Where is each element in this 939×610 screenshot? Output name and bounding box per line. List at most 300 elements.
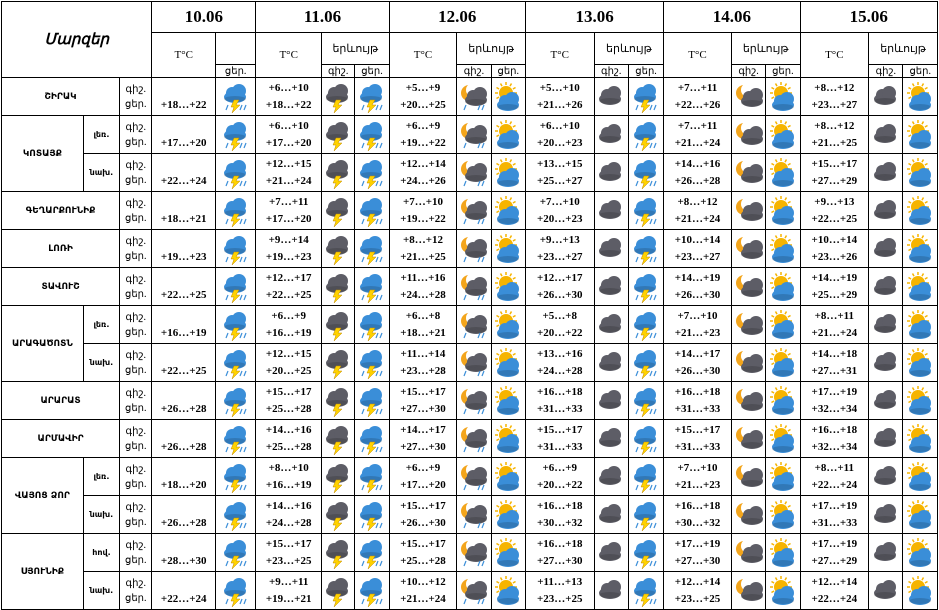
table-row [2, 572, 938, 610]
night-col-header: գիշ. [731, 65, 765, 78]
rain-thunder-cloud-icon [355, 344, 389, 382]
rain-thunder-cloud-icon [216, 78, 256, 116]
weather-col-header: երևույթ [594, 33, 664, 65]
night-thunder-cloud-icon [322, 420, 355, 458]
table-row [2, 116, 938, 154]
night-col-header: գիշ. [869, 65, 903, 78]
night-cloud-icon [594, 458, 628, 496]
night-cloud-icon [869, 154, 903, 192]
temp-col-header: T°C [800, 33, 869, 78]
temperature-cell: +12…+14 +24…+26 [389, 154, 457, 192]
rain-thunder-cloud-icon [216, 420, 256, 458]
temperature-cell: +17…+19 +27…+30 [664, 534, 732, 572]
moon-rain-cloud-icon [457, 420, 491, 458]
temperature-cell: +7…+10 +21…+23 [664, 306, 732, 344]
rain-thunder-cloud-icon [216, 268, 256, 306]
sun-cloud-icon [903, 154, 938, 192]
rain-thunder-cloud-icon [355, 230, 389, 268]
temperature-cell: +6…+10 +20…+23 [525, 116, 594, 154]
temperature-cell: +5…+9 +20…+25 [389, 78, 457, 116]
region-name: ՏԱՎՈՒՇ [2, 268, 120, 306]
temperature-cell: +15…+17 +25…+28 [256, 382, 322, 420]
subregion-label: հով. [83, 534, 119, 572]
rain-thunder-cloud-icon [628, 230, 663, 268]
sun-cloud-icon [766, 534, 800, 572]
rain-thunder-cloud-icon [216, 382, 256, 420]
temperature-cell: +15…+17 +25…+28 [389, 534, 457, 572]
sun-cloud-icon [903, 192, 938, 230]
temperature-cell: +14…+19 +25…+29 [800, 268, 869, 306]
night-thunder-cloud-icon [322, 192, 355, 230]
temp-col-header: T°C [664, 33, 732, 78]
night-thunder-cloud-icon [322, 78, 355, 116]
night-thunder-cloud-icon [322, 572, 355, 610]
date-header: 13.06 [525, 2, 663, 33]
night-cloud-icon [869, 382, 903, 420]
sun-cloud-icon [491, 230, 525, 268]
temperature-cell: +8…+12 +21…+24 [664, 192, 732, 230]
rain-thunder-cloud-icon [355, 306, 389, 344]
rain-thunder-cloud-icon [355, 268, 389, 306]
rain-thunder-cloud-icon [628, 116, 663, 154]
sun-cloud-icon [766, 116, 800, 154]
temperature-cell: +6…+8 +18…+21 [389, 306, 457, 344]
temperature-cell: +9…+11 +19…+21 [256, 572, 322, 610]
night-day-labels: գիշ. ցեր. [120, 572, 152, 610]
moon-cloud-icon [731, 230, 765, 268]
rain-thunder-cloud-icon [628, 420, 663, 458]
temperature-cell: +7…+11 +21…+24 [664, 116, 732, 154]
sun-cloud-icon [903, 572, 938, 610]
rain-thunder-cloud-icon [628, 344, 663, 382]
subregion-label: նախ. [83, 496, 119, 534]
sun-cloud-icon [903, 268, 938, 306]
sun-cloud-icon [903, 496, 938, 534]
moon-cloud-icon [731, 344, 765, 382]
moon-rain-cloud-icon [457, 192, 491, 230]
temperature-cell: +7…+10 +21…+23 [664, 458, 732, 496]
region-name: ՎԱՅՈՑ ՁՈՐ [2, 458, 84, 534]
subregion-label: լեռ. [83, 306, 119, 344]
day-col-header: ցեր. [491, 65, 525, 78]
table-row [2, 192, 938, 230]
temperature-cell: +14…+17 +26…+30 [664, 344, 732, 382]
table-row [2, 78, 938, 116]
night-day-labels: գիշ. ցեր. [120, 268, 152, 306]
temperature-cell: +22…+25 [152, 268, 216, 306]
sun-cloud-icon [903, 230, 938, 268]
temperature-cell: +8…+12 +23…+27 [800, 78, 869, 116]
sun-cloud-icon [903, 306, 938, 344]
temperature-cell: +22…+24 [152, 154, 216, 192]
night-cloud-icon [594, 78, 628, 116]
temperature-cell: +6…+10 +17…+20 [256, 116, 322, 154]
temperature-cell: +22…+25 [152, 344, 216, 382]
temperature-cell: +8…+11 +21…+24 [800, 306, 869, 344]
sun-cloud-icon [491, 268, 525, 306]
sun-cloud-icon [903, 116, 938, 154]
temperature-cell: +7…+11 +22…+26 [664, 78, 732, 116]
temperature-cell: +11…+14 +23…+28 [389, 344, 457, 382]
subregion-label: նախ. [83, 344, 119, 382]
night-cloud-icon [594, 496, 628, 534]
night-cloud-icon [869, 306, 903, 344]
moon-cloud-icon [731, 420, 765, 458]
sun-cloud-icon [903, 458, 938, 496]
moon-cloud-icon [731, 496, 765, 534]
night-thunder-cloud-icon [322, 496, 355, 534]
rain-thunder-cloud-icon [355, 420, 389, 458]
temperature-cell: +15…+17 +23…+25 [256, 534, 322, 572]
temperature-cell: +15…+17 +31…+33 [525, 420, 594, 458]
rain-thunder-cloud-icon [355, 154, 389, 192]
night-day-labels: գիշ. ցեր. [120, 344, 152, 382]
temperature-cell: +18…+20 [152, 458, 216, 496]
temperature-cell: +17…+20 [152, 116, 216, 154]
moon-cloud-icon [731, 192, 765, 230]
region-name: ԿՈՏԱՅՔ [2, 116, 84, 192]
temperature-cell: +14…+16 +26…+28 [664, 154, 732, 192]
rain-thunder-cloud-icon [216, 534, 256, 572]
night-cloud-icon [869, 572, 903, 610]
night-thunder-cloud-icon [322, 116, 355, 154]
rain-thunder-cloud-icon [355, 116, 389, 154]
table-row [2, 268, 938, 306]
table-row [2, 458, 938, 496]
temperature-cell: +17…+19 +32…+34 [800, 382, 869, 420]
night-thunder-cloud-icon [322, 154, 355, 192]
temperature-cell: +13…+15 +25…+27 [525, 154, 594, 192]
night-day-labels: գիշ. ցեր. [120, 192, 152, 230]
weather-col-header: երևույթ [322, 33, 390, 65]
moon-cloud-icon [731, 382, 765, 420]
moon-rain-cloud-icon [457, 382, 491, 420]
night-thunder-cloud-icon [322, 534, 355, 572]
temperature-cell: +6…+9 +17…+20 [389, 458, 457, 496]
sun-cloud-icon [491, 154, 525, 192]
night-cloud-icon [594, 534, 628, 572]
weather-col-header: երևույթ [869, 33, 938, 65]
temperature-cell: +15…+17 +27…+29 [800, 154, 869, 192]
table-row [2, 496, 938, 534]
night-day-labels: գիշ. ցեր. [120, 382, 152, 420]
day-col-header: ցեր. [903, 65, 938, 78]
rain-thunder-cloud-icon [355, 382, 389, 420]
sun-cloud-icon [491, 116, 525, 154]
sun-cloud-icon [491, 534, 525, 572]
night-cloud-icon [869, 344, 903, 382]
temperature-cell: +6…+9 +16…+19 [256, 306, 322, 344]
sun-cloud-icon [491, 382, 525, 420]
temperature-cell: +12…+14 +23…+25 [664, 572, 732, 610]
night-cloud-icon [869, 268, 903, 306]
moon-cloud-icon [731, 268, 765, 306]
night-cloud-icon [869, 116, 903, 154]
moon-cloud-icon [731, 116, 765, 154]
table-row [2, 420, 938, 458]
region-name: ԱՐԱՐԱՏ [2, 382, 120, 420]
temp-col-header: T°C [389, 33, 457, 78]
night-day-labels: գիշ. ցեր. [120, 420, 152, 458]
moon-cloud-icon [731, 572, 765, 610]
temperature-cell: +12…+17 +26…+30 [525, 268, 594, 306]
temperature-cell: +10…+14 +23…+27 [664, 230, 732, 268]
subregion-label: նախ. [83, 154, 119, 192]
temp-col-header: T°C [152, 33, 216, 78]
table-row [2, 344, 938, 382]
temperature-cell: +26…+28 [152, 420, 216, 458]
temperature-cell: +12…+14 +22…+24 [800, 572, 869, 610]
moon-rain-cloud-icon [457, 496, 491, 534]
moon-rain-cloud-icon [457, 268, 491, 306]
date-header: 10.06 [152, 2, 256, 33]
sun-cloud-icon [903, 420, 938, 458]
moon-rain-cloud-icon [457, 230, 491, 268]
day-col-header: ցեր. [628, 65, 663, 78]
temperature-cell: +9…+13 +22…+25 [800, 192, 869, 230]
night-thunder-cloud-icon [322, 306, 355, 344]
night-day-labels: գիշ. ցեր. [120, 534, 152, 572]
moon-rain-cloud-icon [457, 572, 491, 610]
night-cloud-icon [594, 154, 628, 192]
rain-thunder-cloud-icon [216, 344, 256, 382]
rain-thunder-cloud-icon [355, 534, 389, 572]
temperature-cell: +10…+14 +23…+26 [800, 230, 869, 268]
rain-thunder-cloud-icon [216, 192, 256, 230]
night-thunder-cloud-icon [322, 458, 355, 496]
temperature-cell: +9…+13 +23…+27 [525, 230, 594, 268]
table-row [2, 154, 938, 192]
temperature-cell: +15…+17 +31…+33 [664, 420, 732, 458]
temperature-cell: +5…+8 +20…+22 [525, 306, 594, 344]
moon-cloud-icon [731, 154, 765, 192]
sun-cloud-icon [491, 306, 525, 344]
night-cloud-icon [594, 572, 628, 610]
moon-rain-cloud-icon [457, 116, 491, 154]
temperature-cell: +28…+30 [152, 534, 216, 572]
temperature-cell: +17…+19 +27…+29 [800, 534, 869, 572]
sun-cloud-icon [903, 382, 938, 420]
temperature-cell: +26…+28 [152, 496, 216, 534]
rain-thunder-cloud-icon [628, 496, 663, 534]
rain-thunder-cloud-icon [628, 78, 663, 116]
moon-rain-cloud-icon [457, 78, 491, 116]
temperature-cell: +6…+9 +19…+22 [389, 116, 457, 154]
rain-thunder-cloud-icon [216, 458, 256, 496]
rain-thunder-cloud-icon [628, 572, 663, 610]
subregion-label: նախ. [83, 572, 119, 610]
temperature-cell: +18…+21 [152, 192, 216, 230]
night-day-labels: գիշ. ցեր. [120, 154, 152, 192]
moon-rain-cloud-icon [457, 154, 491, 192]
temperature-cell: +14…+17 +27…+30 [389, 420, 457, 458]
night-cloud-icon [594, 420, 628, 458]
weather-col-header [216, 33, 256, 65]
table-row [2, 534, 938, 572]
night-cloud-icon [594, 306, 628, 344]
rain-thunder-cloud-icon [216, 496, 256, 534]
subregion-label: լեռ. [83, 458, 119, 496]
night-day-labels: գիշ. ցեր. [120, 496, 152, 534]
night-cloud-icon [869, 78, 903, 116]
temperature-cell: +12…+17 +22…+25 [256, 268, 322, 306]
night-cloud-icon [594, 192, 628, 230]
date-header: 15.06 [800, 2, 938, 33]
temperature-cell: +8…+10 +16…+19 [256, 458, 322, 496]
night-col-header: գիշ. [457, 65, 491, 78]
night-thunder-cloud-icon [322, 382, 355, 420]
temperature-cell: +9…+14 +19…+23 [256, 230, 322, 268]
sun-cloud-icon [766, 496, 800, 534]
rain-thunder-cloud-icon [628, 268, 663, 306]
temperature-cell: +13…+16 +24…+28 [525, 344, 594, 382]
night-cloud-icon [594, 382, 628, 420]
temperature-cell: +14…+16 +25…+28 [256, 420, 322, 458]
temperature-cell: +8…+11 +22…+24 [800, 458, 869, 496]
region-name: ԱՐԱԳԱԾՈՏՆ [2, 306, 84, 382]
sun-cloud-icon [491, 420, 525, 458]
day-col-header: ցեր. [766, 65, 800, 78]
night-day-labels: գիշ. ցեր. [120, 230, 152, 268]
region-name: ԳԵՂԱՐՔՈՒՆԻՔ [2, 192, 120, 230]
weather-col-header: երևույթ [731, 33, 800, 65]
sun-cloud-icon [766, 230, 800, 268]
temperature-cell: +19…+23 [152, 230, 216, 268]
night-day-labels: գիշ. ցեր. [120, 116, 152, 154]
day-col-header: ցեր. [216, 65, 256, 78]
rain-thunder-cloud-icon [216, 306, 256, 344]
night-cloud-icon [594, 268, 628, 306]
rain-thunder-cloud-icon [355, 78, 389, 116]
moon-rain-cloud-icon [457, 344, 491, 382]
sun-cloud-icon [766, 572, 800, 610]
temperature-cell: +8…+12 +21…+25 [389, 230, 457, 268]
moon-rain-cloud-icon [457, 306, 491, 344]
sun-cloud-icon [491, 78, 525, 116]
moon-rain-cloud-icon [457, 534, 491, 572]
temperature-cell: +5…+10 +21…+26 [525, 78, 594, 116]
sun-cloud-icon [903, 78, 938, 116]
sun-cloud-icon [903, 534, 938, 572]
temperature-cell: +22…+24 [152, 572, 216, 610]
night-day-labels: գիշ. ցեր. [120, 78, 152, 116]
sun-cloud-icon [766, 420, 800, 458]
night-cloud-icon [869, 458, 903, 496]
temperature-cell: +11…+13 +23…+25 [525, 572, 594, 610]
rain-thunder-cloud-icon [628, 382, 663, 420]
night-cloud-icon [869, 496, 903, 534]
day-col-header: ցեր. [355, 65, 389, 78]
temperature-cell: +15…+17 +26…+30 [389, 496, 457, 534]
region-name: ՍՅՈՒՆԻՔ [2, 534, 84, 610]
sun-cloud-icon [766, 306, 800, 344]
night-col-header: գիշ. [322, 65, 355, 78]
sun-cloud-icon [766, 192, 800, 230]
sun-cloud-icon [491, 344, 525, 382]
temperature-cell: +17…+19 +31…+33 [800, 496, 869, 534]
rain-thunder-cloud-icon [628, 192, 663, 230]
sun-cloud-icon [766, 382, 800, 420]
temperature-cell: +15…+17 +27…+30 [389, 382, 457, 420]
night-cloud-icon [594, 116, 628, 154]
region-name: ԱՐՄԱՎԻՐ [2, 420, 120, 458]
sun-cloud-icon [766, 344, 800, 382]
rain-thunder-cloud-icon [355, 572, 389, 610]
temperature-cell: +7…+10 +19…+22 [389, 192, 457, 230]
weather-col-header: երևույթ [457, 33, 526, 65]
date-header: 14.06 [664, 2, 800, 33]
moon-cloud-icon [731, 78, 765, 116]
temperature-cell: +16…+18 +30…+32 [664, 496, 732, 534]
moon-cloud-icon [731, 458, 765, 496]
region-name: ՇԻՐԱԿ [2, 78, 120, 116]
temperature-cell: +12…+15 +21…+24 [256, 154, 322, 192]
rain-thunder-cloud-icon [355, 458, 389, 496]
date-header: 12.06 [389, 2, 525, 33]
temperature-cell: +6…+9 +20…+22 [525, 458, 594, 496]
table-row [2, 382, 938, 420]
temperature-cell: +12…+15 +20…+25 [256, 344, 322, 382]
sun-cloud-icon [766, 154, 800, 192]
rain-thunder-cloud-icon [355, 496, 389, 534]
temperature-cell: +7…+11 +17…+20 [256, 192, 322, 230]
night-cloud-icon [869, 192, 903, 230]
forecast-table [1, 1, 938, 610]
moon-cloud-icon [731, 306, 765, 344]
night-day-labels: գիշ. ցեր. [120, 306, 152, 344]
temperature-cell: +6…+10 +18…+22 [256, 78, 322, 116]
rain-thunder-cloud-icon [216, 572, 256, 610]
rain-thunder-cloud-icon [628, 154, 663, 192]
temperature-cell: +10…+12 +21…+24 [389, 572, 457, 610]
sun-cloud-icon [491, 458, 525, 496]
table-row [2, 230, 938, 268]
night-cloud-icon [869, 534, 903, 572]
temperature-cell: +16…+18 +31…+33 [664, 382, 732, 420]
temp-col-header: T°C [525, 33, 594, 78]
temperature-cell: +14…+18 +27…+31 [800, 344, 869, 382]
temperature-cell: +16…+19 [152, 306, 216, 344]
sun-cloud-icon [491, 192, 525, 230]
night-thunder-cloud-icon [322, 344, 355, 382]
subregion-label: լեռ. [83, 116, 119, 154]
moon-rain-cloud-icon [457, 458, 491, 496]
sun-cloud-icon [491, 572, 525, 610]
rain-thunder-cloud-icon [216, 116, 256, 154]
temperature-cell: +26…+28 [152, 382, 216, 420]
rain-thunder-cloud-icon [355, 192, 389, 230]
table-row [2, 306, 938, 344]
night-col-header: գիշ. [594, 65, 628, 78]
sun-cloud-icon [766, 458, 800, 496]
rain-thunder-cloud-icon [628, 534, 663, 572]
region-name: ԼՈՌԻ [2, 230, 120, 268]
night-cloud-icon [869, 420, 903, 458]
temperature-cell: +16…+18 +31…+33 [525, 382, 594, 420]
temperature-cell: +7…+10 +20…+23 [525, 192, 594, 230]
temperature-cell: +8…+12 +21…+25 [800, 116, 869, 154]
temperature-cell: +18…+22 [152, 78, 216, 116]
night-cloud-icon [594, 344, 628, 382]
sun-cloud-icon [766, 78, 800, 116]
moon-cloud-icon [731, 534, 765, 572]
rain-thunder-cloud-icon [628, 458, 663, 496]
rain-thunder-cloud-icon [216, 154, 256, 192]
sun-cloud-icon [903, 344, 938, 382]
night-thunder-cloud-icon [322, 230, 355, 268]
date-header: 11.06 [256, 2, 389, 33]
temperature-cell: +16…+18 +30…+32 [525, 496, 594, 534]
